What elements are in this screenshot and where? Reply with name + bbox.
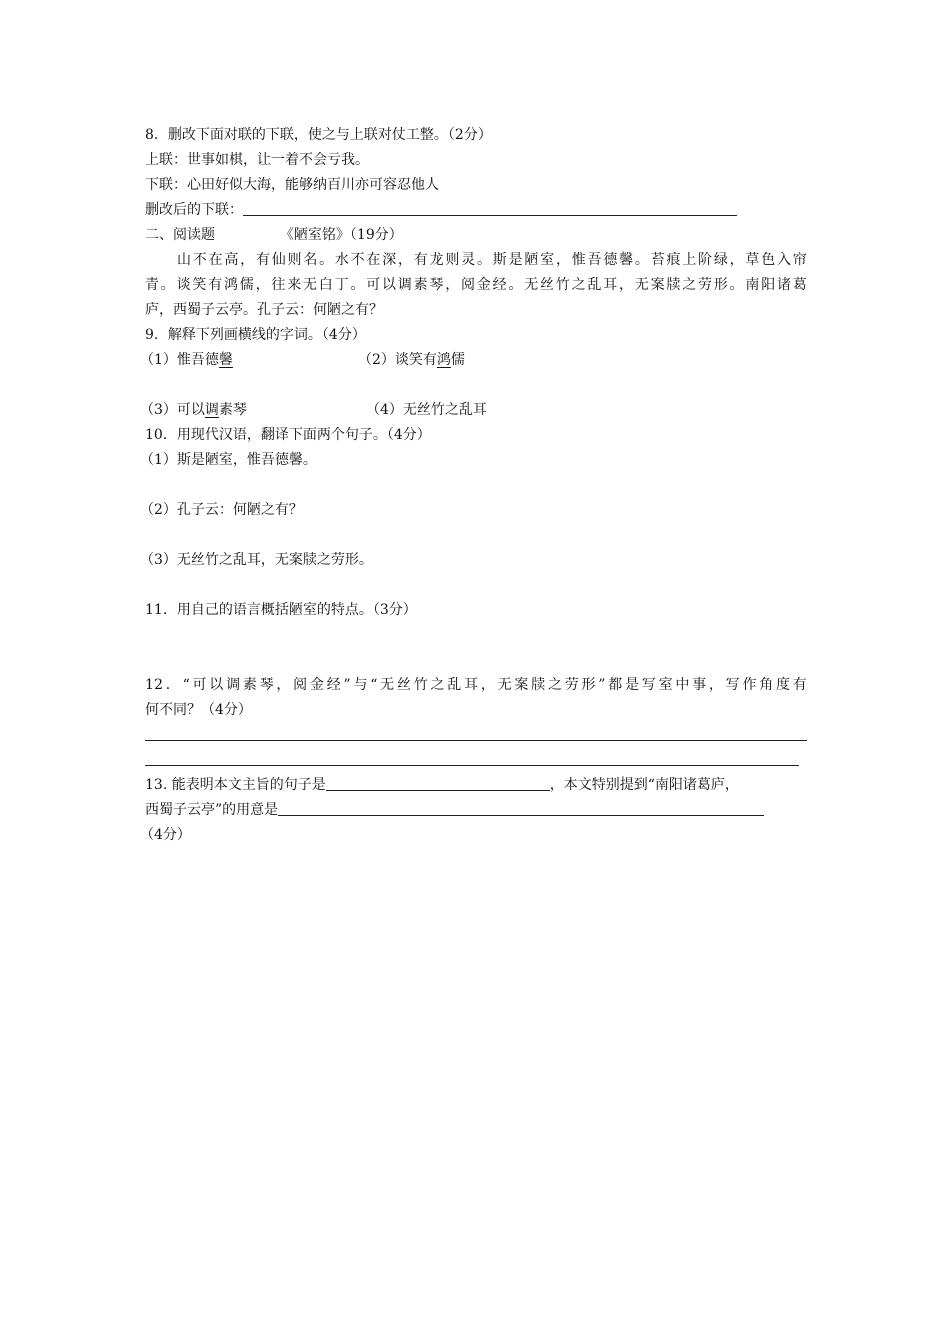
q13-line-1 bbox=[145, 775, 807, 795]
q8-answer-label: 删改后的下联： bbox=[145, 202, 243, 218]
q11-title: 11．用自己的语言概括陋室的特点。（3分） bbox=[145, 602, 417, 618]
q9-item-3-text: （3）可以 bbox=[140, 402, 205, 418]
q12-line-2: 何不同？（4分） bbox=[145, 702, 252, 718]
q8-title: 8．删改下面对联的下联，使之与上联对仗工整。（2分） bbox=[145, 127, 492, 143]
section2-label: 二、阅读题 bbox=[145, 227, 215, 243]
q9-item-3-underlined: 调 bbox=[204, 402, 219, 418]
q8-answer-line bbox=[145, 200, 737, 220]
q9-item-2-text: （2）谈笑有 bbox=[358, 352, 437, 368]
q13-text-1: 13. 能表明本文主旨的句子是 bbox=[145, 777, 326, 793]
q13-text-3: 西蜀子云亭”的用意是 bbox=[145, 802, 279, 818]
q9-item-1 bbox=[140, 350, 233, 370]
q13-blank-1[interactable] bbox=[326, 776, 550, 791]
q8-upper-couplet: 上联：世事如棋，让一着不会亏我。 bbox=[145, 152, 369, 168]
q8-answer-blank[interactable] bbox=[243, 201, 737, 216]
section2-title: 《陋室铭》（19分） bbox=[279, 227, 403, 243]
q9-item-4: （4）无丝竹之乱耳 bbox=[366, 402, 487, 418]
q9-item-2-tail: 儒 bbox=[450, 352, 465, 368]
q13-line-2 bbox=[145, 800, 764, 820]
q10-sentence-2: （2）孔子云：何陋之有？ bbox=[140, 502, 303, 518]
q9-item-1-text: （1）惟吾德 bbox=[140, 352, 219, 368]
q9-item-3-tail: 素琴 bbox=[218, 402, 247, 418]
section2-header bbox=[145, 225, 403, 245]
q12-line-1: 12．“可以调素琴，阅金经”与“无丝竹之乱耳，无案牍之劳形”都是写室中事，写作角度有 bbox=[145, 677, 807, 693]
q12-answer-line-2[interactable] bbox=[145, 765, 799, 766]
q9-item-1-underlined: 馨 bbox=[218, 352, 233, 368]
passage-line-2: 青。谈笑有鸿儒，往来无白丁。可以调素琴，阅金经。无丝竹之乱耳，无案牍之劳形。南阳诸葛 bbox=[145, 277, 807, 293]
q9-item-3 bbox=[140, 400, 247, 420]
q9-item-2-underlined: 鸿 bbox=[436, 352, 451, 368]
q9-item-2 bbox=[358, 350, 465, 370]
q9-title: 9．解释下列画横线的字词。（4分） bbox=[145, 327, 366, 343]
q13-points: （4分） bbox=[140, 827, 191, 843]
q10-title: 10．用现代汉语，翻译下面两个句子。（4分） bbox=[145, 427, 431, 443]
q13-blank-2[interactable] bbox=[278, 801, 764, 816]
passage-line-3: 庐，西蜀子云亭。孔子云：何陋之有？ bbox=[145, 302, 383, 318]
q10-sentence-3: （3）无丝竹之乱耳，无案牍之劳形。 bbox=[140, 552, 373, 568]
q10-sentence-1: （1）斯是陋室，惟吾德馨。 bbox=[140, 452, 317, 468]
passage-line-1: 山不在高，有仙则名。水不在深，有龙则灵。斯是陋室，惟吾德馨。苔痕上阶绿，草色入帘 bbox=[177, 252, 807, 268]
q12-answer-line-1[interactable] bbox=[145, 740, 807, 741]
q8-lower-couplet: 下联：心田好似大海，能够纳百川亦可容忍他人 bbox=[145, 177, 439, 193]
q13-text-2: ，本文特别提到“南阳诸葛庐， bbox=[549, 777, 739, 793]
